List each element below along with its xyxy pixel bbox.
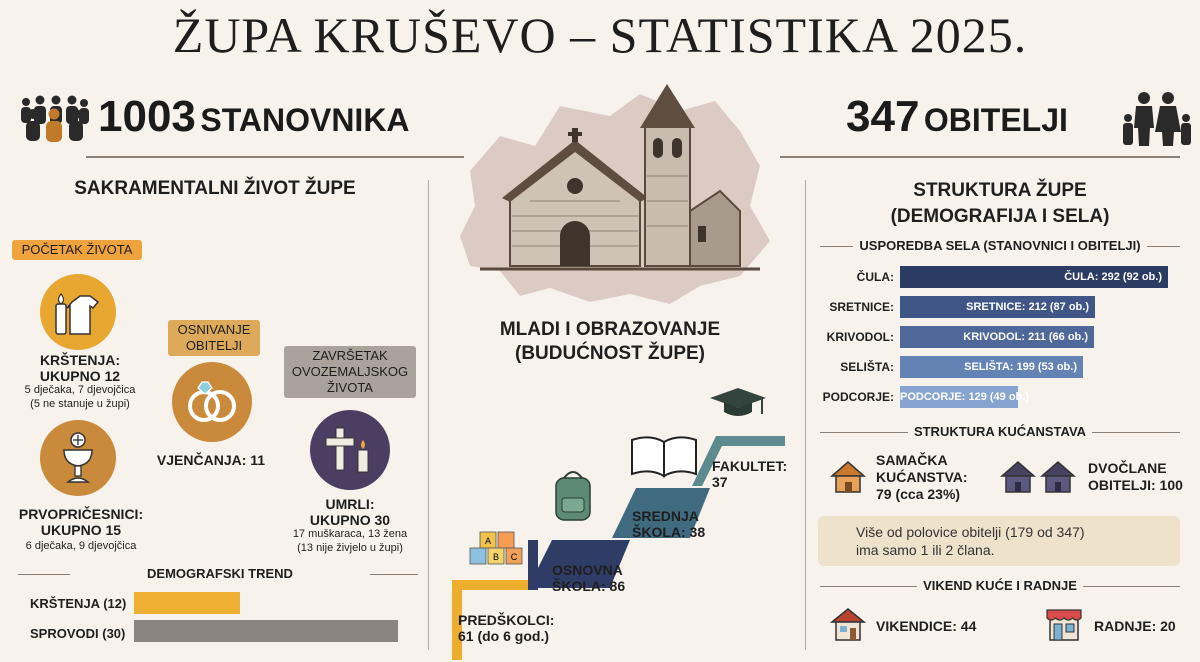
communion-title: PRVOPRIČESNICI:: [18, 506, 144, 522]
baptism-detail: 5 dječaka, 7 djevojčica: [24, 384, 136, 396]
end-of-life-tag-line-3: ŽIVOTA: [327, 380, 373, 395]
communion-total: UKUPNO 15: [40, 522, 122, 538]
backpack-icon: [556, 472, 590, 520]
single-house-icon: [828, 458, 868, 494]
baptism-detail-note: (5 ne stanuje u župi): [30, 398, 130, 410]
weekend-house-icon: [828, 606, 868, 642]
church-illustration: [440, 76, 780, 306]
header-divider-left: [86, 156, 464, 158]
structure-title: [820, 178, 1180, 230]
end-of-life-tag: [284, 346, 416, 398]
trend-bar-funerals: [134, 620, 398, 642]
deaths-total: UKUPNO 30: [309, 512, 391, 528]
deaths-detail: 17 muškaraca, 13 žena: [292, 528, 408, 540]
village-bar-podcorje: PODCORJE: 129 (49 ob.): [900, 386, 1018, 408]
page-title: ŽUPA KRUŠEVO – STATISTIKA 2025.: [172, 7, 1028, 63]
household-note: [818, 516, 1180, 566]
shop-icon: [1044, 606, 1084, 642]
youth-title: [440, 318, 780, 366]
header-divider-right: [780, 156, 1180, 158]
baptism-title: KRŠTENJA:: [39, 352, 121, 368]
open-book-icon: [632, 437, 696, 476]
single-households-line-1: SAMAČKA: [876, 452, 948, 468]
column-divider-left: [428, 180, 429, 650]
faculty-label: FAKULTET:: [712, 458, 788, 474]
wedding-circle: [172, 362, 252, 442]
start-of-life-tag: POČETAK ŽIVOTA: [12, 240, 142, 260]
villages-title-text: USPOREDBA SELA (STANOVNICI I OBITELJI): [853, 238, 1146, 253]
secondary-school-label: SREDNJA: [632, 508, 699, 524]
two-houses-icon: [1000, 458, 1080, 494]
preschool-value: 61 (do 6 god.): [458, 628, 549, 644]
household-note-line-1: Više od polovice obitelji (179 od 347): [856, 524, 1085, 540]
family-founding-tag-line-1: OSNIVANJE: [177, 322, 251, 337]
secondary-school-value: ŠKOLA: 38: [632, 524, 706, 540]
trend-bar-baptisms: [134, 592, 240, 614]
household-note-line-2: ima samo 1 ili 2 člana.: [856, 542, 995, 558]
deaths-title: UMRLI:: [325, 496, 375, 512]
trend-label-funerals: SPROVODI (30): [30, 626, 126, 641]
families-stat: [846, 92, 1068, 142]
faculty-value: 37: [712, 474, 728, 490]
deaths-circle: [310, 410, 390, 490]
village-bar-krivodol: KRIVODOL: 211 (66 ob.): [900, 326, 1094, 348]
communion-circle: [40, 420, 116, 496]
single-households-line-3: 79 (cca 23%): [876, 486, 961, 502]
weekend-houses-count: VIKENDICE: 44: [876, 618, 977, 634]
shops-count: RADNJE: 20: [1094, 618, 1176, 634]
two-member-families-line-2: OBITELJI: 100: [1088, 477, 1183, 493]
households-title-text: STRUKTURA KUĆANSTAVA: [908, 424, 1092, 439]
single-households: [876, 452, 968, 503]
wedding-rings-icon: [172, 362, 252, 442]
family-icon: [1122, 90, 1194, 146]
weekend-title-text: VIKEND KUĆE I RADNJE: [917, 578, 1083, 593]
village-label-sretnice: SRETNICE:: [829, 300, 894, 314]
people-group-icon: [18, 94, 90, 142]
family-founding-tag-line-2: OBITELJI: [185, 338, 243, 353]
baptism-circle: [40, 274, 116, 350]
deaths-detail-note: (13 nije živjelo u župi): [297, 542, 403, 554]
two-member-families: [1088, 460, 1183, 494]
village-label-podcorje: PODCORJE:: [822, 390, 894, 404]
population-label: STANOVNIKA: [200, 102, 410, 138]
population-stat: [98, 92, 410, 142]
village-bar-sretnice: SRETNICE: 212 (87 ob.): [900, 296, 1095, 318]
block-letter-a: A: [484, 536, 492, 546]
youth-title-line-1: MLADI I OBRAZOVANJE: [499, 319, 721, 340]
sacraments-title: SAKRAMENTALNI ŽIVOT ŽUPE: [74, 178, 356, 199]
communion-detail: 6 dječaka, 9 djevojčica: [25, 540, 137, 552]
abc-blocks-icon: [470, 532, 522, 564]
baptism-total: UKUPNO 12: [39, 368, 121, 384]
column-divider-right: [805, 180, 806, 650]
weekend-title: [820, 578, 1180, 593]
chalice-icon: [40, 420, 116, 496]
end-of-life-tag-line-1: ZAVRŠETAK: [312, 348, 388, 363]
candle-robe-icon: [40, 274, 116, 350]
households-title: [820, 424, 1180, 439]
family-founding-tag: [168, 320, 260, 356]
population-number: 1003: [98, 92, 196, 141]
preschool-label: PREDŠKOLCI:: [458, 612, 555, 628]
families-label: OBITELJI: [923, 102, 1068, 138]
village-label-cula: ČULA:: [856, 270, 894, 284]
youth-title-line-2: (BUDUĆNOST ŽUPE): [515, 343, 705, 364]
single-households-line-2: KUĆANSTVA:: [876, 469, 968, 485]
cross-candle-icon: [310, 410, 390, 490]
weddings-count: VJENČANJA: 11: [156, 452, 266, 468]
village-bar-cula: ČULA: 292 (92 ob.): [900, 266, 1168, 288]
trend-label-baptisms: KRŠTENJA (12): [30, 596, 127, 611]
villages-title: [820, 238, 1180, 253]
village-label-krivodol: KRIVODOL:: [826, 330, 894, 344]
primary-school-label: OSNOVNA: [552, 562, 623, 578]
graduation-cap-icon: [710, 388, 766, 416]
families-number: 347: [846, 92, 920, 141]
two-member-families-line-1: DVOČLANE: [1088, 460, 1167, 476]
village-bar-selista: SELIŠTA: 199 (53 ob.): [900, 356, 1083, 378]
structure-title-line-2: (DEMOGRAFIJA I SELA): [890, 206, 1110, 227]
block-letter-c: C: [510, 552, 518, 562]
structure-title-line-1: STRUKTURA ŽUPE: [913, 180, 1087, 201]
primary-school-value: ŠKOLA: 86: [552, 578, 626, 594]
trend-title: DEMOGRAFSKI TREND: [70, 566, 370, 581]
block-letter-b: B: [492, 552, 500, 562]
end-of-life-tag-line-2: OVOZEMALJSKOG: [291, 364, 409, 379]
village-label-selista: SELIŠTA:: [840, 360, 894, 374]
